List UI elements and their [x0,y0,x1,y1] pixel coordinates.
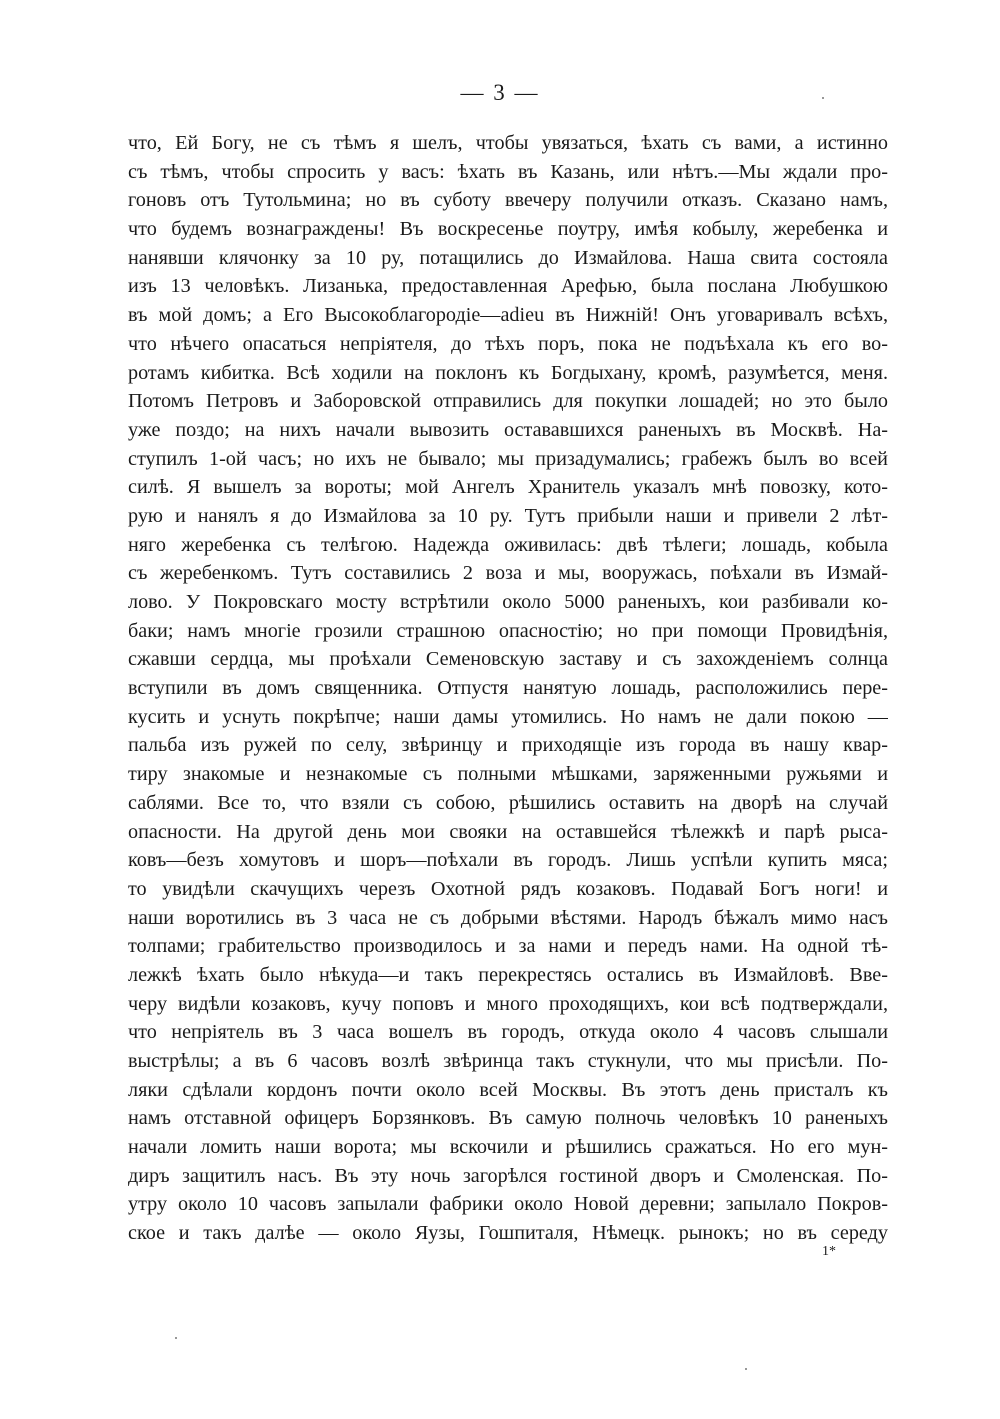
text-line: что непріятель въ 3 часа вошелъ въ городъ, откуда около 4 часовъ слышали [128,1021,888,1044]
text-line: саблями. Все то, что взяли съ собою, рѣшились оставить на дворѣ на случай [128,791,888,814]
text-line: лежкѣ ѣхать было нѣкуда—и такъ перекрестясь остались въ Измайловѣ. Вве- [128,963,888,986]
text-line: рую и нанялъ я до Измайлова за 10 ру. Тутъ прибыли наши и привели 2 лѣт- [128,504,888,527]
text-line: въ мой домъ; а Его Высокоблагородіе—adieu въ Нижній! Онъ уговаривалъ всѣхъ, [128,304,888,327]
text-line: лово. У Покровскаго мосту встрѣтили около 5000 раненыхъ, кои разбивали ко- [128,591,888,613]
text-line: ступилъ 1-ой часъ; но ихъ не бывало; мы призадумались; грабежъ былъ во всей [128,447,888,470]
text-line: ковъ—безъ хомутовъ и шоръ—поѣхали въ городъ. Лишь успѣли купить мяса; [128,849,888,872]
text-line: уже поздо; на нихъ начали вывозить остававшихся раненыхъ въ Москвѣ. На- [128,418,888,441]
text-line: что будемъ вознаграждены! Въ воскресенье поутру, имѣя кобылу, жеребенка и [128,218,888,241]
text-line: кусить и уснуть покрѣпче; наши дамы утомились. Но намъ не дали покою — [128,705,888,728]
text-line: диръ защитилъ насъ. Въ эту ночь загорѣлся гостиной дворъ и Смоленская. По- [128,1164,888,1187]
scan-speck [175,1337,177,1339]
body-text [128,129,888,1248]
text-line: нанявши клячонку за 10 ру, потащились до Измайлова. Наша свита состояла [128,246,888,269]
text-line: баки; намъ многіе грозили страшною опасностію; но при помощи Провидѣнія, [128,619,888,642]
text-line: вступили въ домъ священника. Отпустя нанятую лошадь, расположились пере- [128,677,888,700]
text-line: что, Ей Богу, не съ тѣмъ я шелъ, чтобы увязаться, ѣхать съ вами, а истинно [128,132,888,154]
text-line: ляки сдѣлали кордонъ почти около всей Москвы. Въ этотъ день присталъ къ [128,1078,888,1101]
text-line: наши воротились въ 3 часа не съ добрыми вѣстями. Народъ бѣжалъ мимо насъ [128,906,888,929]
scan-speck [745,1368,747,1370]
text-line: сжавши сердца, мы проѣхали Семеновскую заставу и съ захожденіемъ солнца [128,648,888,671]
text-line: пальба изъ ружей по селу, звѣринцу и приходящіе изъ города въ нашу квар- [128,734,888,757]
text-line: тиру знакомые и незнакомые съ полными мѣшками, заряженными ружьями и [128,763,888,786]
text-line: намъ отставной офицеръ Борзянковъ. Въ самую полночь человѣкъ 10 раненыхъ [128,1107,888,1130]
text-line: выстрѣлы; а въ 6 часовъ возлѣ звѣринца такъ стукнули, что мы присѣли. По- [128,1050,888,1072]
text-line: силѣ. Я вышелъ за вороты; мой Ангелъ Хранитель указалъ мнѣ повозку, кото- [128,476,888,499]
text-line: съ жеребенкомъ. Тутъ составились 2 воза и мы, вооружась, поѣхали въ Измай- [128,562,888,585]
text-line: ротамъ кибитка. Всѣ ходили на поклонъ къ Богдыхану, кромѣ, разумѣется, меня. [128,361,888,384]
text-line: начали ломить наши ворота; мы вскочили и рѣшились сражаться. Но его мун- [128,1136,888,1159]
text-line: ское и такъ далѣе — около Яузы, Гошпиталя, Нѣмецк. рынокъ; но въ середу [128,1222,888,1245]
text-line: няго жеребенка съ телѣгою. Надежда оживилась: двѣ тѣлеги; лошадь, кобыла [128,533,888,556]
text-line: утру около 10 часовъ запылали фабрики около Новой деревни; запылало Покров- [128,1193,888,1216]
text-line: то увидѣли скачущихъ черезъ Охотной рядъ козаковъ. Подавай Богъ ноги! и [128,877,888,900]
text-line: толпами; грабительство производилось и за нами и передъ нами. На одной тѣ- [128,935,888,958]
text-line: изъ 13 человѣкъ. Лизанька, предоставленная Арефью, была послана Любушкою [128,275,888,298]
text-line: опасности. На другой день мои свояки на оставшейся тѣлежкѣ и парѣ рыса- [128,820,888,843]
page-number: — 3 — [460,80,540,105]
text-line: Потомъ Петровъ и Заборовской отправились для покупки лошадей; но это было [128,390,888,413]
scan-speck [822,97,824,99]
text-line: съ тѣмъ, чтобы спросить у васъ: ѣхать въ Казань, или нѣтъ.—Мы ждали про- [128,160,888,183]
text-line: гоновъ отъ Тутольмина; но въ суботу ввечеру получили отказъ. Сказано намъ, [128,189,888,212]
text-line: черу видѣли козаковъ, кучу поповъ и много проходящихъ, кои всѣ подтверждали, [128,992,888,1015]
text-line: что нѣчего опасаться непріятеля, до тѣхъ поръ, пока не подъѣхала къ его во- [128,332,888,355]
signature-mark: 1* [822,1244,836,1259]
